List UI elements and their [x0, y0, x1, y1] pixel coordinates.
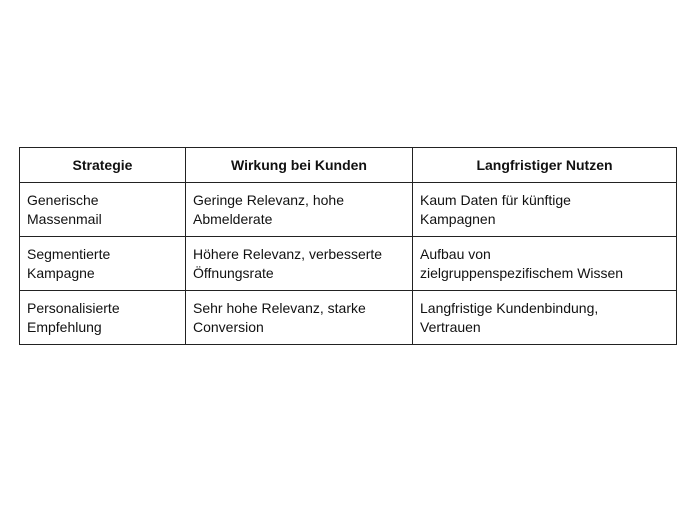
header-wirkung-bei-kunden: Wirkung bei Kunden — [186, 148, 413, 183]
table-cell: Kaum Daten für künftige Kampagnen — [413, 183, 677, 237]
table-cell: Personalisierte Empfehlung — [20, 291, 186, 345]
table-cell: Höhere Relevanz, verbesserte Öffnungsrate — [186, 237, 413, 291]
table-cell: Langfristige Kundenbindung, Vertrauen — [413, 291, 677, 345]
table-cell: Segmentierte Kampagne — [20, 237, 186, 291]
table-cell: Geringe Relevanz, hohe Abmelderate — [186, 183, 413, 237]
header-strategie: Strategie — [20, 148, 186, 183]
table-cell: Aufbau von zielgruppenspezifischem Wissen — [413, 237, 677, 291]
strategy-comparison-table — [19, 147, 677, 345]
table-cell: Generische Massenmail — [20, 183, 186, 237]
header-langfristiger-nutzen: Langfristiger Nutzen — [413, 148, 677, 183]
table-row — [20, 291, 677, 345]
table-row — [20, 237, 677, 291]
table-cell: Sehr hohe Relevanz, starke Conversion — [186, 291, 413, 345]
table-row — [20, 183, 677, 237]
header-row — [20, 148, 677, 183]
